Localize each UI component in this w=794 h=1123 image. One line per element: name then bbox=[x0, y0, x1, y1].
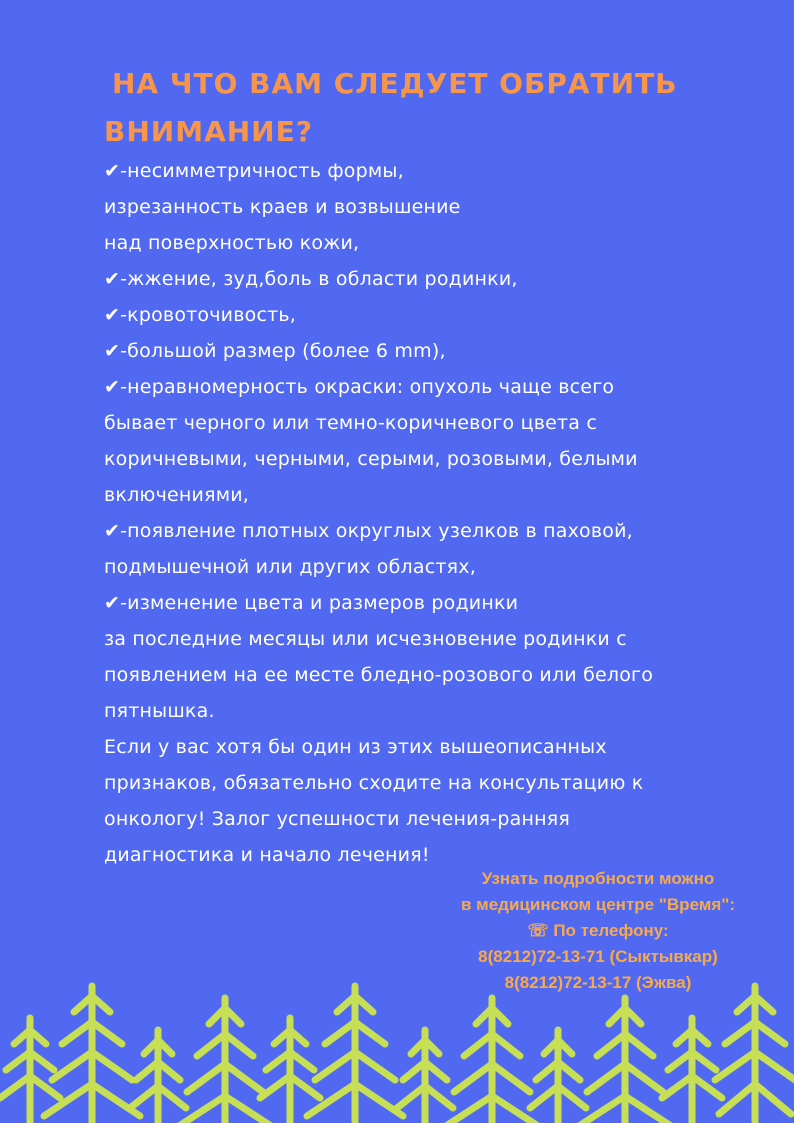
text-line: пятнышка. bbox=[104, 700, 215, 722]
phone-number[interactable]: 8(8212)72-13-17 (Эжва) bbox=[504, 973, 692, 992]
text-line: ✔-кровоточивость, bbox=[104, 304, 296, 326]
text-line: признаков, обязательно сходите на консультацию к bbox=[104, 772, 644, 794]
text-line: включениями, bbox=[104, 484, 250, 506]
text-line: ✔-большой размер (более 6 mm), bbox=[104, 340, 446, 362]
page-title bbox=[104, 60, 744, 156]
contact-line: Узнать подробности можно bbox=[481, 869, 715, 888]
symptoms-list bbox=[104, 153, 724, 873]
phone-number[interactable]: 8(8212)72-13-71 (Сыктывкар) bbox=[478, 947, 718, 966]
text-line: ✔-изменение цвета и размеров родинки bbox=[104, 592, 519, 614]
text-line: диагностика и начало лечения! bbox=[104, 844, 430, 866]
text-line: онкологу! Залог успешности лечения-ранняя bbox=[104, 808, 570, 830]
tree-icon bbox=[446, 998, 538, 1123]
tree-icon bbox=[579, 998, 671, 1123]
tree-icon bbox=[44, 986, 140, 1123]
text-line: коричневыми, черными, серыми, розовыми, белыми bbox=[104, 448, 638, 470]
text-line: бывает черного или темно-коричневого цвета с bbox=[104, 412, 598, 434]
tree-icon bbox=[130, 1030, 186, 1123]
text-line: ✔-появление плотных округлых узелков в паховой, bbox=[104, 520, 633, 542]
text-line: ✔-несимметричность формы, bbox=[104, 160, 404, 182]
title-line-2: ВНИМАНИЕ? bbox=[104, 115, 313, 148]
forest-decoration bbox=[0, 960, 794, 1123]
contact-line: в медицинском центре "Время": bbox=[460, 895, 736, 914]
text-line: подмышечной или других областях, bbox=[104, 556, 476, 578]
text-line: ✔-жжение, зуд,боль в области родинки, bbox=[104, 268, 518, 290]
tree-icon bbox=[662, 1018, 722, 1123]
text-line: за последние месяцы или исчезновение родинки с bbox=[104, 628, 627, 650]
title-line-1: НА ЧТО ВАМ СЛЕДУЕТ ОБРАТИТЬ bbox=[112, 67, 678, 100]
text-line: изрезанность краев и возвышение bbox=[104, 196, 461, 218]
phone-label: ☏ По телефону: bbox=[527, 921, 669, 940]
tree-icon bbox=[530, 1030, 586, 1123]
tree-icon bbox=[179, 998, 271, 1123]
tree-icon bbox=[307, 986, 403, 1123]
tree-icon bbox=[715, 986, 794, 1123]
text-line: над поверхностью кожи, bbox=[104, 232, 360, 254]
text-line: Если у вас хотя бы один из этих вышеописанных bbox=[104, 736, 607, 758]
tree-icon bbox=[397, 1030, 453, 1123]
tree-icon bbox=[260, 1018, 320, 1123]
text-line: ✔-неравномерность окраски: опухоль чаще всего bbox=[104, 376, 615, 398]
text-line: появлением на ее месте бледно-розового или белого bbox=[104, 664, 654, 686]
